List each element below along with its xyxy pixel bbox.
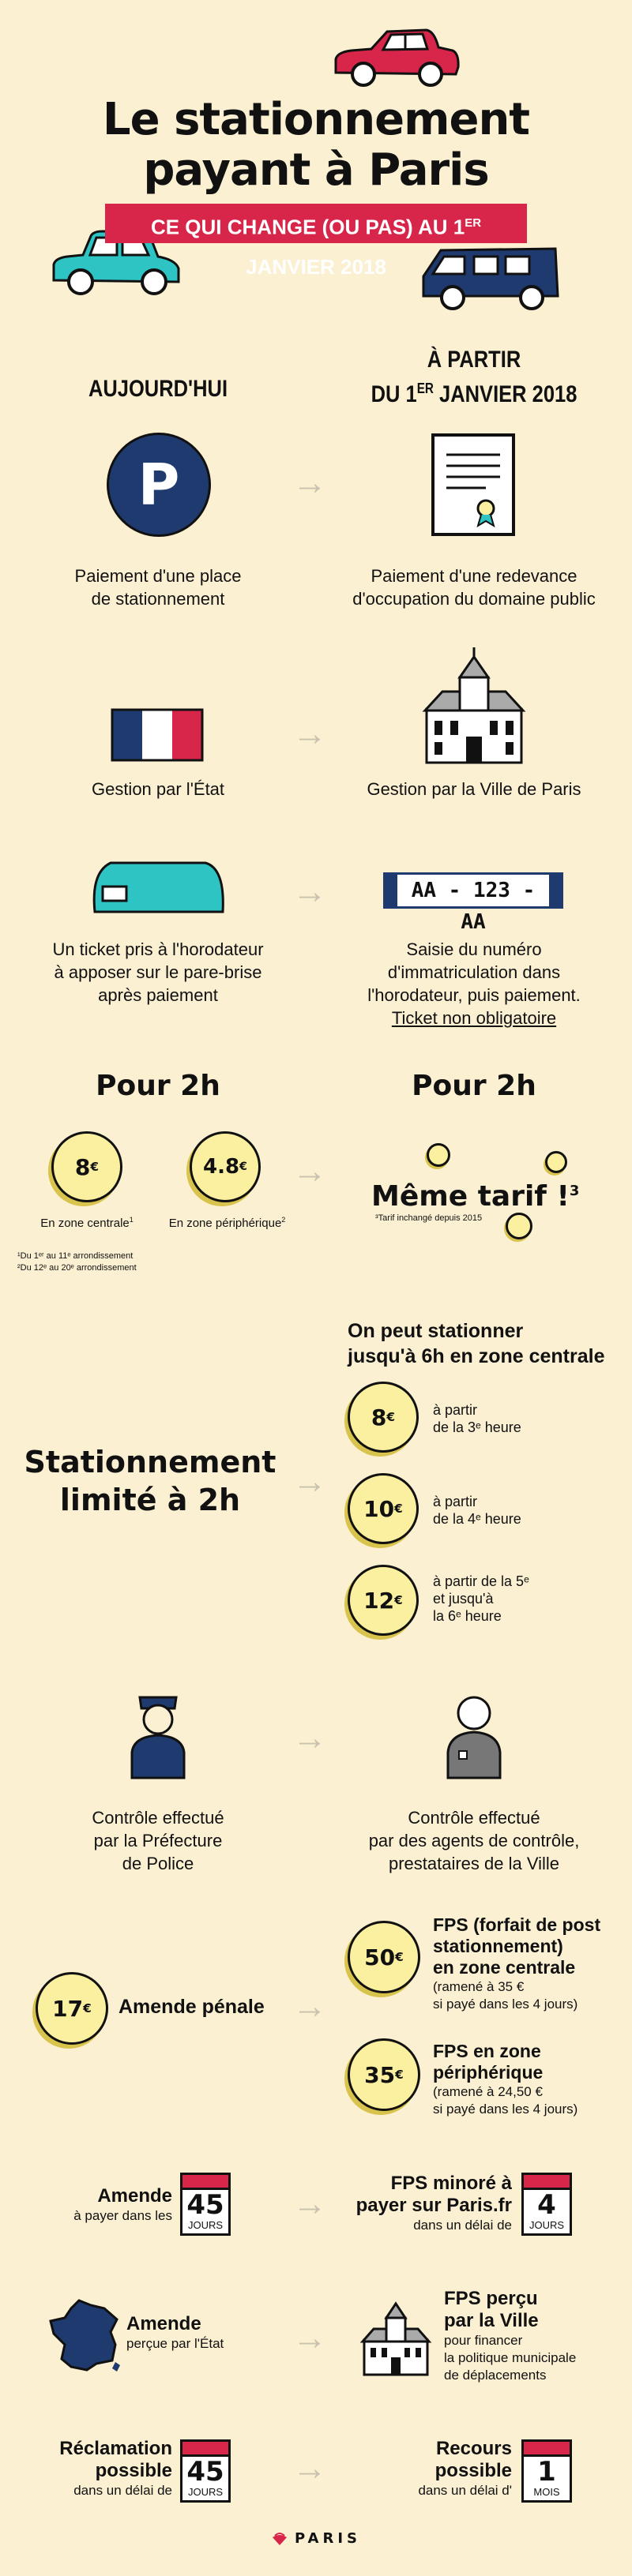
arrow-row4: → <box>292 1152 327 1191</box>
coin-hour3-value: 8 <box>371 1404 387 1430</box>
coin-17-euro <box>36 1972 108 2045</box>
row4-right-title: Pour 2h <box>412 1070 536 1102</box>
same-price-text: Même tarif ! <box>371 1180 570 1213</box>
city-agent-icon <box>445 1689 503 1780</box>
red-car-icon <box>328 24 462 91</box>
arrow-row8: → <box>292 2184 327 2223</box>
row10-right-t1: Recours <box>435 2438 512 2459</box>
coin-hour5-currency: € <box>394 1593 403 1607</box>
title-line-1: Le stationnement <box>102 94 530 145</box>
row9-right-t3: pour financer <box>444 2333 523 2348</box>
row6-left-label <box>32 1806 284 1875</box>
row5-c2-t1: à partir <box>433 1494 478 1509</box>
coin-4-8-value: 4.8 <box>202 1155 240 1179</box>
row8-right-t3: dans un délai de <box>413 2218 512 2233</box>
france-map-icon <box>47 2297 122 2372</box>
navy-van-icon <box>417 241 563 312</box>
row10-right-text <box>340 2438 512 2499</box>
coin2-label-sup: 2 <box>281 1216 286 1224</box>
row9-right-t5: de déplacements <box>444 2368 547 2383</box>
same-price-sup: 3 <box>569 1183 580 1199</box>
arrow-row2: → <box>292 714 327 753</box>
coin-hour4-currency: € <box>394 1502 403 1516</box>
calendar-4-unit: JOURS <box>529 2219 565 2231</box>
row2-left-label: Gestion par l'État <box>91 779 225 799</box>
banner-sup: ER <box>465 216 482 230</box>
column-2018 <box>367 346 581 409</box>
row5-right-title1: On peut stationner <box>348 1320 524 1342</box>
row9-right-t1: FPS perçu <box>444 2288 538 2309</box>
parking-icon: P <box>107 433 211 537</box>
row5-c3-t2: et jusqu'à <box>433 1591 494 1607</box>
row10-right-t3: dans un délai d' <box>418 2483 512 2498</box>
calendar-4-days <box>521 2173 572 2236</box>
row5-c2-t2: de la 4ᵉ heure <box>433 1511 521 1527</box>
coin1-label-sup: 1 <box>129 1216 134 1224</box>
column-2018-sup: ER <box>416 381 434 396</box>
row10-left-t1: Réclamation <box>59 2438 172 2459</box>
row5-c1-text <box>433 1401 521 1436</box>
french-flag-icon <box>111 708 204 762</box>
row9-right-t4: la politique municipale <box>444 2350 577 2365</box>
calendar-4-num: 4 <box>537 2189 556 2221</box>
row7-r2-t3: (ramené à 24,50 € <box>433 2084 543 2099</box>
calendar-45-claim-unit: JOURS <box>187 2486 224 2498</box>
column-today: AUJOURD'HUI <box>88 376 228 402</box>
row10-right-t2: possible <box>434 2460 512 2481</box>
row9-right-t2: par la Ville <box>444 2310 539 2331</box>
row8-right-t1: FPS minoré à <box>390 2173 512 2194</box>
row7-r1-text <box>433 1914 623 2013</box>
row1-left-line2: de stationnement <box>91 589 225 609</box>
coin-8-euro <box>51 1131 122 1202</box>
coin-35-currency: € <box>395 2068 404 2082</box>
row9-right-text <box>444 2288 622 2384</box>
coin-50-currency: € <box>395 1950 404 1964</box>
row10-left-text <box>16 2438 172 2499</box>
city-hall-icon <box>419 646 529 764</box>
subtitle-banner <box>105 204 527 279</box>
row7-r2-t2: périphérique <box>433 2062 544 2083</box>
paris-logo <box>261 2526 371 2550</box>
coin1-label <box>24 1216 150 1230</box>
calendar-1-unit: MOIS <box>533 2486 560 2498</box>
row3-left-line1: Un ticket pris à l'horodateur <box>52 939 264 959</box>
coin-hour4-value: 10 <box>363 1495 395 1522</box>
row6-right-label <box>340 1806 608 1875</box>
row8-right-t2: payer sur Paris.fr <box>356 2195 512 2216</box>
calendar-45-claim-num: 45 <box>186 2456 224 2488</box>
row5-left-line1: Stationnement <box>24 1445 276 1479</box>
coin-10-euro-hour4 <box>348 1473 419 1544</box>
row7-r2-text <box>433 2041 623 2118</box>
calendar-45-unit: JOURS <box>187 2219 224 2231</box>
title-line-2: payant à Paris <box>143 144 489 196</box>
row2-right-label: Gestion par la Ville de Paris <box>367 779 581 799</box>
coin-35-value: 35 <box>364 2061 396 2088</box>
row1-right-label <box>340 564 608 610</box>
page-title <box>0 95 632 196</box>
police-officer-icon <box>129 1689 187 1780</box>
decor-coin-1 <box>427 1143 450 1167</box>
row8-left-text <box>24 2185 172 2225</box>
decor-coin-2 <box>545 1151 567 1173</box>
row5-c1-t1: à partir <box>433 1402 478 1418</box>
row1-left-label <box>32 564 284 610</box>
row5-c2-text <box>433 1493 521 1528</box>
row7-r2-t4: si payé dans les 4 jours) <box>433 2102 578 2117</box>
row7-r2-t1: FPS en zone <box>433 2041 541 2061</box>
row3-right-label <box>340 938 608 1029</box>
coin2-label <box>154 1216 300 1230</box>
row5-c1-t2: de la 3ᵉ heure <box>433 1419 521 1435</box>
coin-4-8-euro <box>190 1131 261 1202</box>
windshield-ticket-icon <box>87 857 229 920</box>
row8-right-text <box>340 2173 512 2234</box>
row5-c3-t1: à partir de la 5ᵉ <box>433 1573 529 1589</box>
row7-r1-t4: (ramené à 35 € <box>433 1979 525 1994</box>
small-city-hall-icon <box>359 2297 432 2376</box>
calendar-1-num: 1 <box>537 2456 556 2488</box>
row10-left-t3: dans un délai de <box>73 2483 172 2498</box>
arrow-row5: → <box>292 1462 327 1501</box>
row8-left-t2: à payer dans les <box>73 2208 172 2223</box>
coin-hour3-currency: € <box>386 1410 396 1424</box>
coin-50-euro <box>348 1921 420 1993</box>
row6-right-line3: prestataires de la Ville <box>388 1854 560 1873</box>
paris-ship-icon <box>271 2529 288 2547</box>
row5-right-title <box>348 1318 624 1369</box>
same-price-note: ³Tarif inchangé depuis 2015 <box>375 1213 483 1223</box>
row6-left-line3: de Police <box>122 1854 194 1873</box>
row3-right-line1: Saisie du numéro <box>406 939 542 959</box>
row7-r1-t3: en zone centrale <box>433 1957 576 1978</box>
row9-left-t2: perçue par l'État <box>126 2336 224 2351</box>
row4-left-title: Pour 2h <box>96 1070 220 1102</box>
row9-left-text <box>126 2313 276 2353</box>
column-2018-line2 <box>367 374 581 409</box>
arrow-row3: → <box>292 872 327 911</box>
row6-left-line1: Contrôle effectué <box>92 1808 224 1828</box>
coin1-label-text: En zone centrale <box>40 1217 130 1230</box>
arrow-row6: → <box>292 1719 327 1757</box>
row3-left-line3: après paiement <box>98 985 218 1005</box>
row9-left-t1: Amende <box>126 2313 201 2334</box>
coin-17-value: 17 <box>52 1995 84 2022</box>
arrow-row1: → <box>292 463 327 502</box>
banner-suffix: JANVIER 2018 <box>246 254 386 279</box>
same-price <box>371 1175 600 1213</box>
calendar-1-month <box>521 2439 572 2503</box>
coin-4-8-currency: € <box>239 1161 247 1173</box>
row7-r1-t5: si payé dans les 4 jours) <box>433 1997 578 2012</box>
arrow-row9: → <box>292 2319 327 2357</box>
banner-prefix: CE QUI CHANGE (OU PAS) AU 1 <box>150 215 465 239</box>
document-icon <box>431 433 516 537</box>
row6-right-line1: Contrôle effectué <box>408 1808 540 1828</box>
column-2018-prefix: DU 1 <box>371 381 417 407</box>
row7-left-label: Amende pénale <box>118 1996 265 2018</box>
arrow-row10: → <box>292 2449 327 2488</box>
column-2018-suffix: JANVIER 2018 <box>433 381 577 407</box>
row7-r1-t2: stationnement) <box>433 1936 563 1956</box>
row1-left-line1: Paiement d'une place <box>74 566 242 586</box>
arrow-row7: → <box>292 1987 327 2026</box>
paris-brand: PARIS <box>295 2529 361 2547</box>
decor-coin-3 <box>506 1213 532 1239</box>
row6-right-line2: par des agents de contrôle, <box>368 1831 580 1850</box>
column-2018-line1: À PARTIR <box>427 347 521 373</box>
row5-left-line2: limité à 2h <box>59 1483 241 1517</box>
row3-right-line3: l'horodateur, puis paiement. <box>367 985 581 1005</box>
row3-right-line4: Ticket non obligatoire <box>391 1008 557 1028</box>
coin2-label-text: En zone périphérique <box>168 1217 282 1230</box>
coin-17-currency: € <box>83 2001 92 2015</box>
row8-left-t1: Amende <box>97 2185 172 2207</box>
footnote-1: ¹Du 1ᵉʳ au 11ᵉ arrondissement <box>17 1251 134 1261</box>
coin-8-currency: € <box>90 1160 100 1174</box>
coin-hour5-value: 12 <box>363 1587 395 1614</box>
calendar-45-days <box>180 2173 231 2236</box>
row5-c3-text <box>433 1573 529 1625</box>
calendar-45-num: 45 <box>186 2189 224 2221</box>
license-plate: AA - 123 - AA <box>383 872 563 909</box>
row1-right-line2: d'occupation du domaine public <box>352 589 596 609</box>
row5-left-title <box>16 1443 284 1519</box>
row1-right-line1: Paiement d'une redevance <box>371 566 577 586</box>
calendar-45-days-claim <box>180 2439 231 2503</box>
row3-left-label <box>24 938 292 1007</box>
coin-8-value: 8 <box>74 1153 91 1180</box>
coin-35-euro <box>348 2038 420 2111</box>
row5-c3-t3: la 6ᵉ heure <box>433 1608 502 1624</box>
row7-r1-t1: FPS (forfait de post <box>433 1914 601 1935</box>
row5-right-title2: jusqu'à 6h en zone centrale <box>348 1345 605 1367</box>
coin-8-euro-hour3 <box>348 1382 419 1453</box>
row10-left-t2: possible <box>95 2460 172 2481</box>
row3-left-line2: à apposer sur le pare-brise <box>54 962 262 982</box>
row3-right-line2: d'immatriculation dans <box>387 962 561 982</box>
coin-50-value: 50 <box>364 1944 396 1970</box>
coin-12-euro-hour5 <box>348 1565 419 1636</box>
footnote-2: ²Du 12ᵉ au 20ᵉ arrondissement <box>17 1263 137 1273</box>
row6-left-line2: par la Préfecture <box>93 1831 223 1850</box>
